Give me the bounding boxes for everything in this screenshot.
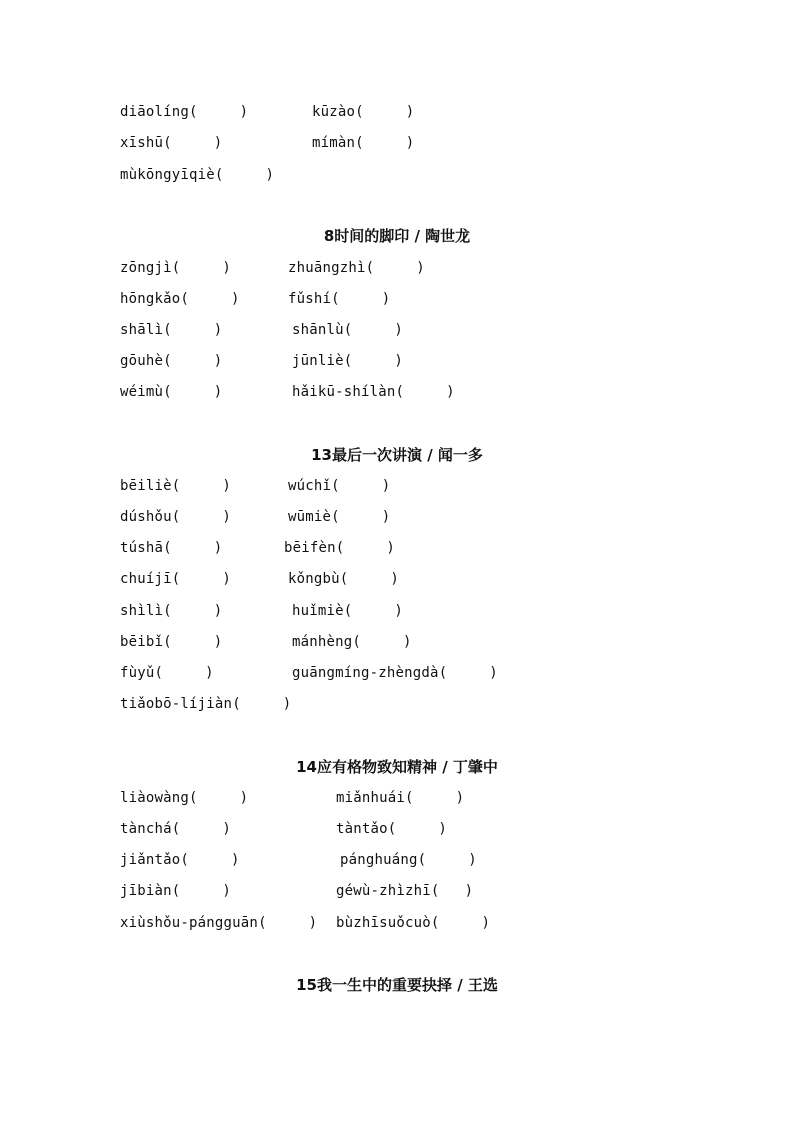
pinyin: chuíjī <box>120 571 172 587</box>
pinyin: hōngkǎo <box>120 291 181 307</box>
answer-blank: ( ) <box>343 322 403 338</box>
answer-blank: ( ) <box>154 665 214 681</box>
vocab-item <box>120 166 274 184</box>
vocab-item <box>120 633 222 651</box>
answer-blank: ( ) <box>335 540 395 556</box>
section-title: 15我一生中的重要抉择 / 王选 <box>296 976 498 994</box>
vocab-item <box>120 508 231 526</box>
pinyin: túshā <box>120 540 164 556</box>
answer-blank: ( ) <box>387 821 447 837</box>
vocab-item <box>292 383 455 401</box>
vocab-item <box>120 477 231 495</box>
pinyin: shìlì <box>120 603 164 619</box>
pinyin: dúshǒu <box>120 509 172 525</box>
answer-blank: ( ) <box>355 104 415 120</box>
pinyin: pánghuáng <box>340 852 418 868</box>
vocab-item <box>288 570 399 588</box>
answer-blank: ( ) <box>355 135 415 151</box>
answer-blank: ( ) <box>331 291 391 307</box>
pinyin: guāngmíng-zhèngdà <box>292 665 439 681</box>
vocab-item <box>340 851 477 869</box>
answer-blank: ( ) <box>258 915 318 931</box>
vocab-item <box>120 290 239 308</box>
vocab-item <box>120 851 239 869</box>
pinyin: huǐmiè <box>292 603 344 619</box>
section-title: 8时间的脚印 / 陶世龙 <box>323 227 471 245</box>
answer-blank: ( ) <box>163 634 223 650</box>
answer-blank: ( ) <box>163 135 223 151</box>
pinyin: tiǎobō-líjiàn <box>120 696 233 712</box>
answer-blank: ( ) <box>365 260 425 276</box>
pinyin: wéimù <box>120 384 164 400</box>
vocab-item <box>120 321 222 339</box>
answer-blank: ( ) <box>163 603 223 619</box>
vocab-item <box>292 352 403 370</box>
pinyin: tàntǎo <box>336 821 388 837</box>
section-title: 13最后一次讲演 / 闻一多 <box>311 446 483 464</box>
vocab-item <box>120 352 222 370</box>
vocab-item <box>288 508 390 526</box>
answer-blank: ( ) <box>163 353 223 369</box>
vocab-item <box>120 134 222 152</box>
pinyin: jūnliè <box>292 353 344 369</box>
pinyin: jiǎntǎo <box>120 852 181 868</box>
vocab-item <box>120 820 231 838</box>
pinyin: xīshū <box>120 135 164 151</box>
vocab-item <box>120 539 222 557</box>
vocab-item <box>120 914 317 932</box>
pinyin: fùyǔ <box>120 665 155 681</box>
vocab-item <box>292 321 403 339</box>
vocab-item <box>284 539 395 557</box>
vocab-item <box>120 383 222 401</box>
vocab-item <box>336 882 473 900</box>
answer-blank: ( ) <box>331 478 391 494</box>
pinyin: gōuhè <box>120 353 164 369</box>
pinyin: shālì <box>120 322 164 338</box>
answer-blank: ( ) <box>343 353 403 369</box>
answer-blank: ( ) <box>163 540 223 556</box>
pinyin: hǎikū-shílàn <box>292 384 396 400</box>
vocab-item <box>120 103 248 121</box>
vocab-item <box>292 633 411 651</box>
vocab-item <box>292 602 403 620</box>
answer-blank: ( ) <box>189 790 249 806</box>
answer-blank: ( ) <box>171 883 231 899</box>
pinyin: liàowàng <box>120 790 190 806</box>
answer-blank: ( ) <box>171 260 231 276</box>
pinyin: mùkōngyīqiè <box>120 167 215 183</box>
pinyin: mánhèng <box>292 634 353 650</box>
answer-blank: ( ) <box>171 821 231 837</box>
pinyin: bēiliè <box>120 478 172 494</box>
vocab-item <box>288 290 390 308</box>
answer-blank: ( ) <box>438 665 498 681</box>
answer-blank: ( ) <box>331 509 391 525</box>
vocab-item <box>292 664 498 682</box>
answer-blank: ( ) <box>339 571 399 587</box>
vocab-item <box>120 882 231 900</box>
answer-blank: ( ) <box>417 852 477 868</box>
answer-blank: ( ) <box>171 509 231 525</box>
vocab-item <box>120 259 231 277</box>
vocab-item <box>312 103 414 121</box>
pinyin: wúchǐ <box>288 478 332 494</box>
answer-blank: ( ) <box>180 291 240 307</box>
section-title: 14应有格物致知精神 / 丁肇中 <box>296 758 498 776</box>
pinyin: mímàn <box>312 135 356 151</box>
vocab-item <box>312 134 414 152</box>
pinyin: géwù-zhìzhī <box>336 883 431 899</box>
vocab-item <box>288 477 390 495</box>
vocab-item <box>120 602 222 620</box>
pinyin: kǒngbù <box>288 571 340 587</box>
pinyin: fǔshí <box>288 291 332 307</box>
pinyin: shānlù <box>292 322 344 338</box>
pinyin: zōngjì <box>120 260 172 276</box>
answer-blank: ( ) <box>163 322 223 338</box>
pinyin: wūmiè <box>288 509 332 525</box>
pinyin: tànchá <box>120 821 172 837</box>
pinyin: xiùshǒu-pángguān <box>120 915 259 931</box>
pinyin: zhuāngzhì <box>288 260 366 276</box>
vocab-item <box>336 789 464 807</box>
pinyin: bēifèn <box>284 540 336 556</box>
pinyin: kūzào <box>312 104 356 120</box>
answer-blank: ( ) <box>214 167 274 183</box>
pinyin: miǎnhuái <box>336 790 406 806</box>
answer-blank: ( ) <box>395 384 455 400</box>
answer-blank: ( ) <box>189 104 249 120</box>
pinyin: bēibǐ <box>120 634 164 650</box>
answer-blank: ( ) <box>163 384 223 400</box>
vocab-item <box>120 695 291 713</box>
vocab-item <box>120 664 214 682</box>
answer-blank: ( ) <box>180 852 240 868</box>
answer-blank: ( ) <box>171 478 231 494</box>
vocab-item <box>120 570 231 588</box>
vocab-item <box>288 259 425 277</box>
vocab-item <box>120 789 248 807</box>
answer-blank: ( ) <box>232 696 292 712</box>
pinyin: jībiàn <box>120 883 172 899</box>
pinyin: diāolíng <box>120 104 190 120</box>
vocab-item <box>336 914 490 932</box>
answer-blank: ( ) <box>430 883 474 899</box>
answer-blank: ( ) <box>171 571 231 587</box>
answer-blank: ( ) <box>352 634 412 650</box>
pinyin: bùzhīsuǒcuò <box>336 915 431 931</box>
answer-blank: ( ) <box>405 790 465 806</box>
answer-blank: ( ) <box>430 915 490 931</box>
vocab-item <box>336 820 447 838</box>
answer-blank: ( ) <box>343 603 403 619</box>
